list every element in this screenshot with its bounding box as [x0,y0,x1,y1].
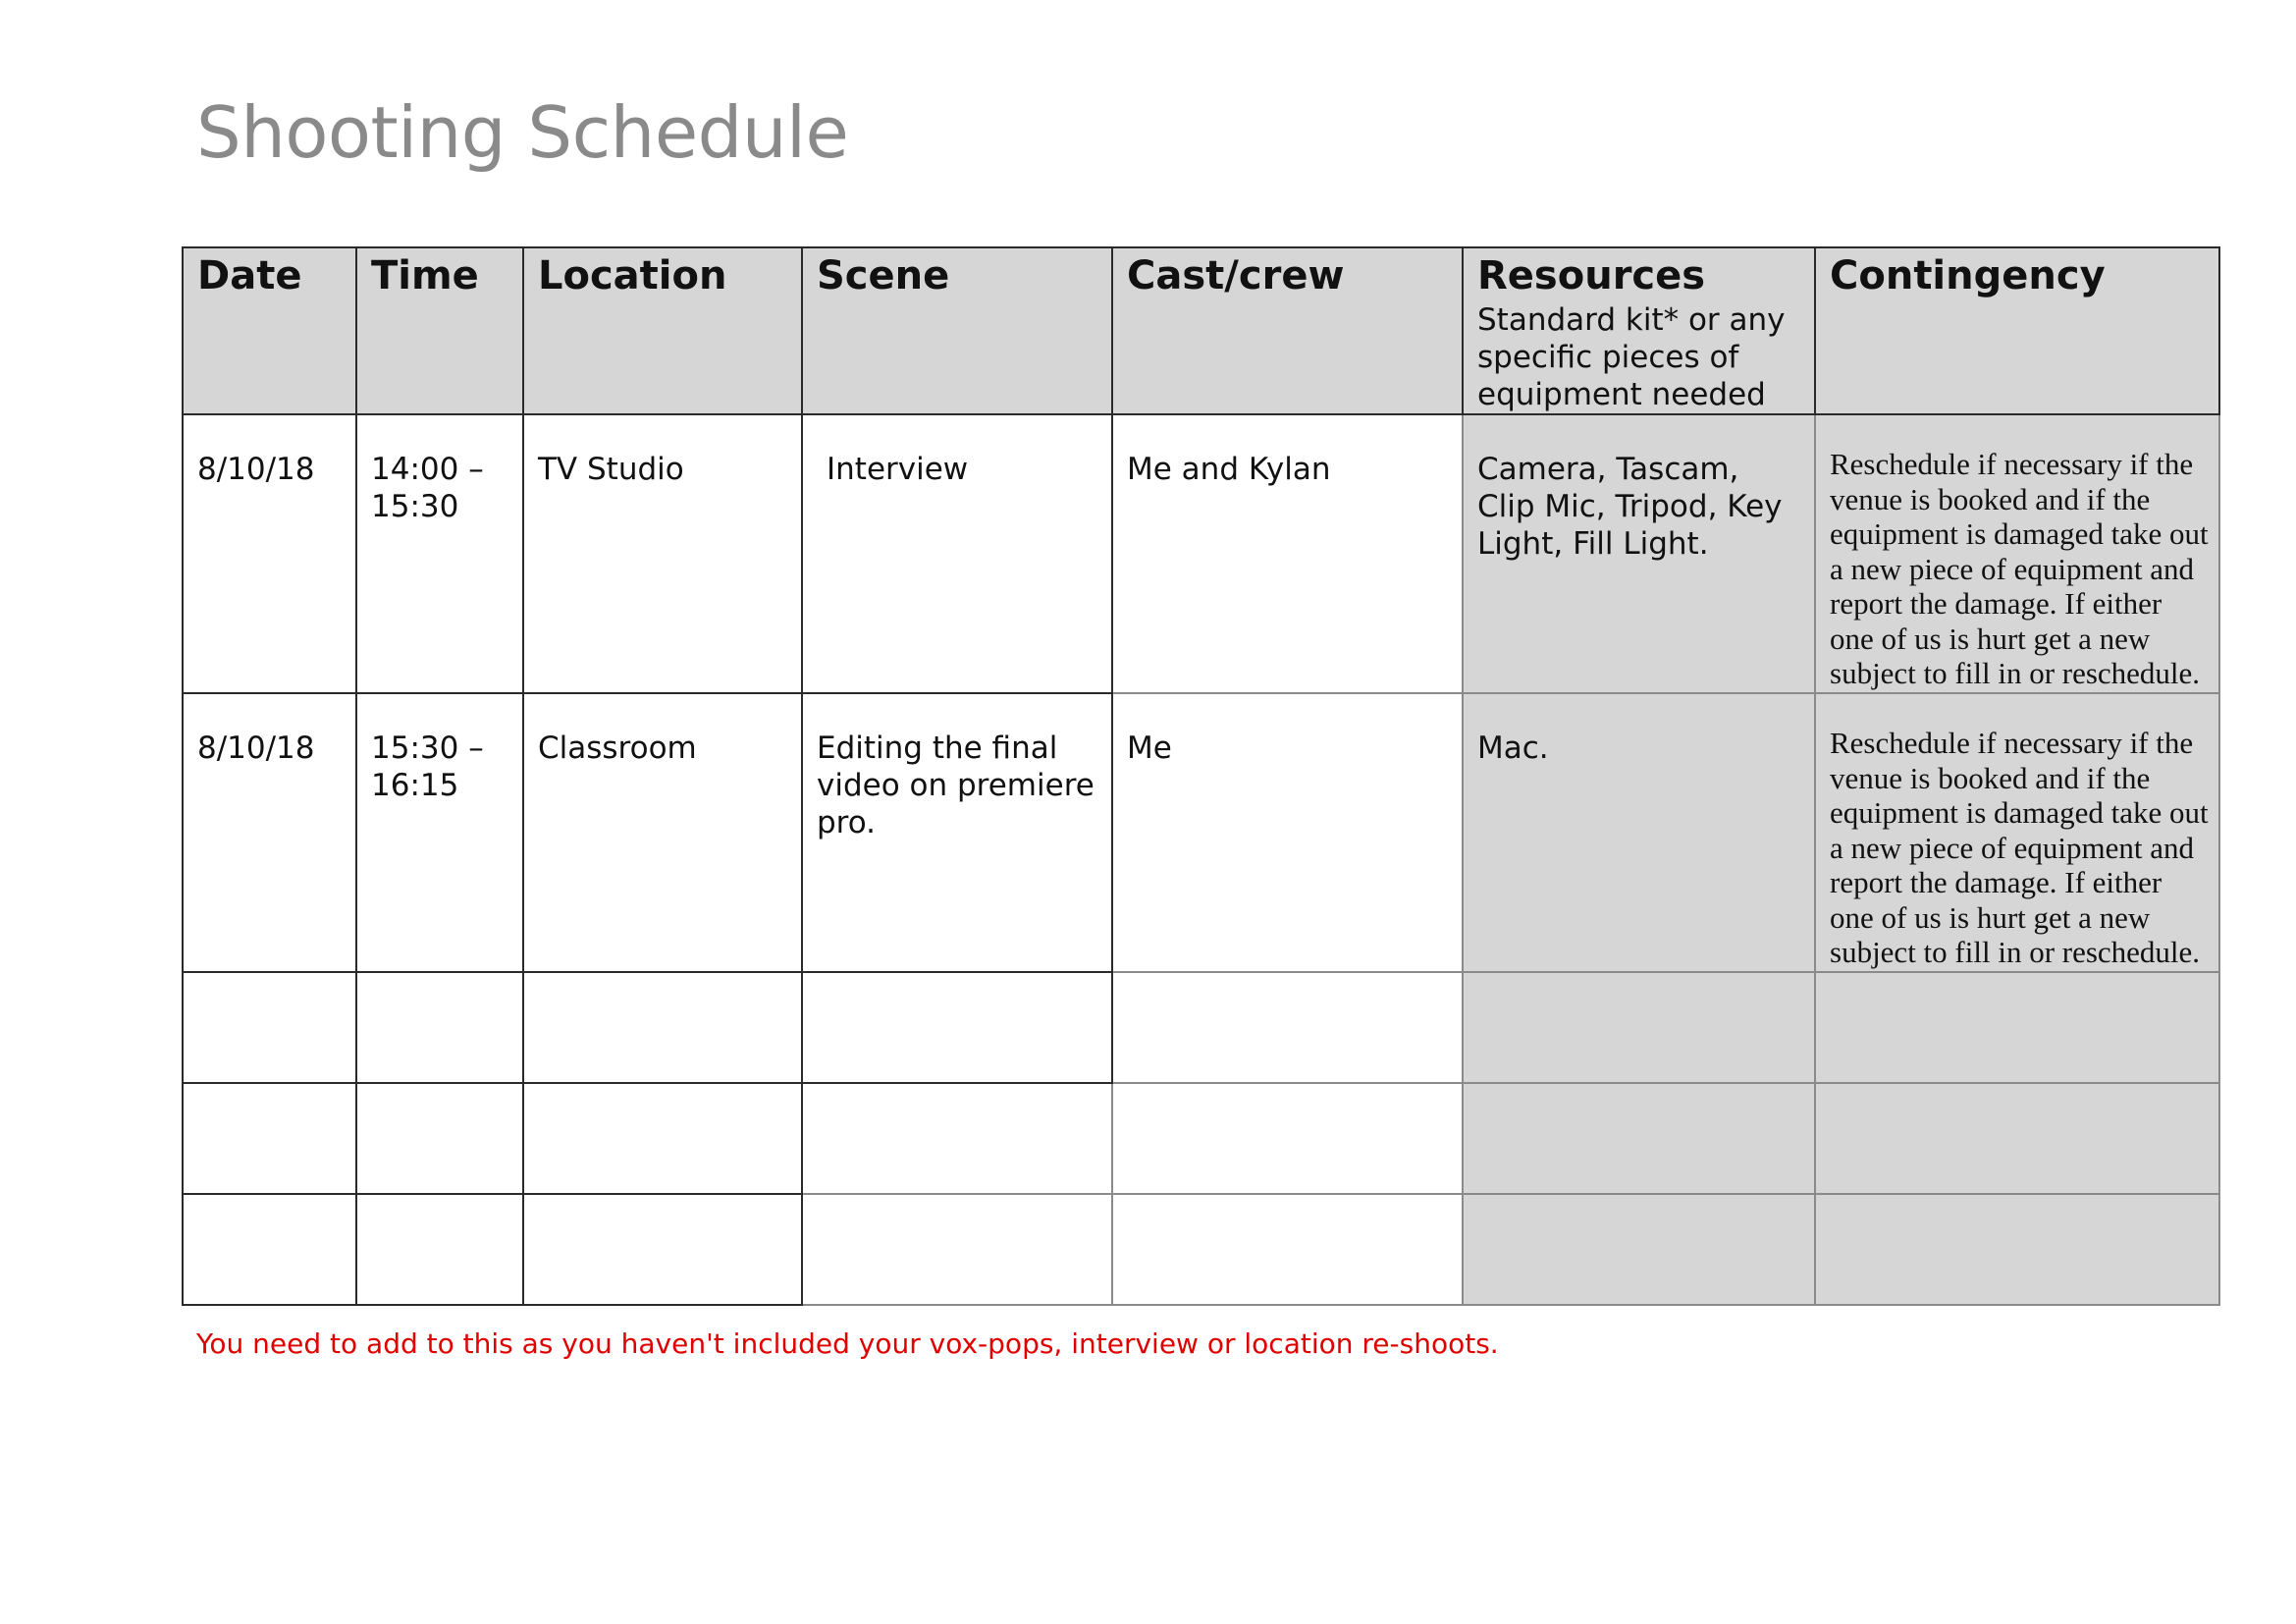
cell-time: 15:30 – 16:15 [356,693,523,972]
shooting-schedule-table [182,246,2220,1306]
empty-cell [1112,972,1463,1083]
empty-cell [802,972,1112,1083]
empty-cell [356,1194,523,1305]
cell-date: 8/10/18 [183,414,356,693]
header-location-label: Location [538,253,727,298]
cell-scene [802,414,1112,693]
cell-scene: Editing the final video on premiere pro. [802,693,1112,972]
empty-cell [1463,1194,1815,1305]
empty-cell [183,1083,356,1194]
header-cast-crew-label: Cast/crew [1127,253,1345,298]
empty-cell [1815,972,2219,1083]
empty-cell [356,972,523,1083]
cell-contingency: Reschedule if necessary if the venue is booked and if the equipment is damaged take out a new piece of equipment and report the damage. If either one of us is hurt get a new subject to fill in or reschedule. [1815,414,2219,693]
header-resources-subtitle: Standard kit* or any specific pieces of equipment needed [1477,302,1786,412]
empty-cell [1463,972,1815,1083]
cell-contingency: Reschedule if necessary if the venue is booked and if the equipment is damaged take out a new piece of equipment and report the damage. If either one of us is hurt get a new subject to fill in or reschedule. [1815,693,2219,972]
header-scene-label: Scene [817,253,950,298]
empty-cell [356,1083,523,1194]
header-time-label: Time [371,253,479,298]
cell-time: 14:00 – 15:30 [356,414,523,693]
empty-cell [183,972,356,1083]
empty-cell [1463,1083,1815,1194]
teacher-feedback-note: You need to add to this as you haven't included your vox-pops, interview or location re-shoots. [196,1327,1499,1360]
empty-table-row [183,972,2219,1083]
header-resources [1463,247,1815,414]
empty-cell [1815,1083,2219,1194]
table-row [183,414,2219,693]
empty-cell [802,1194,1112,1305]
empty-cell [523,1083,802,1194]
empty-table-row [183,1194,2219,1305]
cell-scene-text: Interview [827,452,969,487]
empty-cell [1815,1194,2219,1305]
empty-cell [802,1083,1112,1194]
header-date [183,247,356,414]
cell-resources: Mac. [1463,693,1815,972]
empty-cell [183,1194,356,1305]
header-resources-label: Resources [1477,253,1706,298]
cell-location: Classroom [523,693,802,972]
header-date-label: Date [197,253,302,298]
cell-location: TV Studio [523,414,802,693]
header-scene [802,247,1112,414]
cell-resources: Camera, Tascam, Clip Mic, Tripod, Key Light, Fill Light. [1463,414,1815,693]
header-location [523,247,802,414]
empty-table-row [183,1083,2219,1194]
empty-cell [523,972,802,1083]
empty-cell [1112,1083,1463,1194]
cell-date: 8/10/18 [183,693,356,972]
header-contingency-label: Contingency [1830,253,2106,298]
empty-cell [1112,1194,1463,1305]
cell-cast-crew: Me and Kylan [1112,414,1463,693]
empty-cell [523,1194,802,1305]
header-contingency [1815,247,2219,414]
table-header-row [183,247,2219,414]
cell-cast-crew: Me [1112,693,1463,972]
table-row [183,693,2219,972]
header-cast-crew [1112,247,1463,414]
page-title: Shooting Schedule [196,91,849,174]
header-time [356,247,523,414]
